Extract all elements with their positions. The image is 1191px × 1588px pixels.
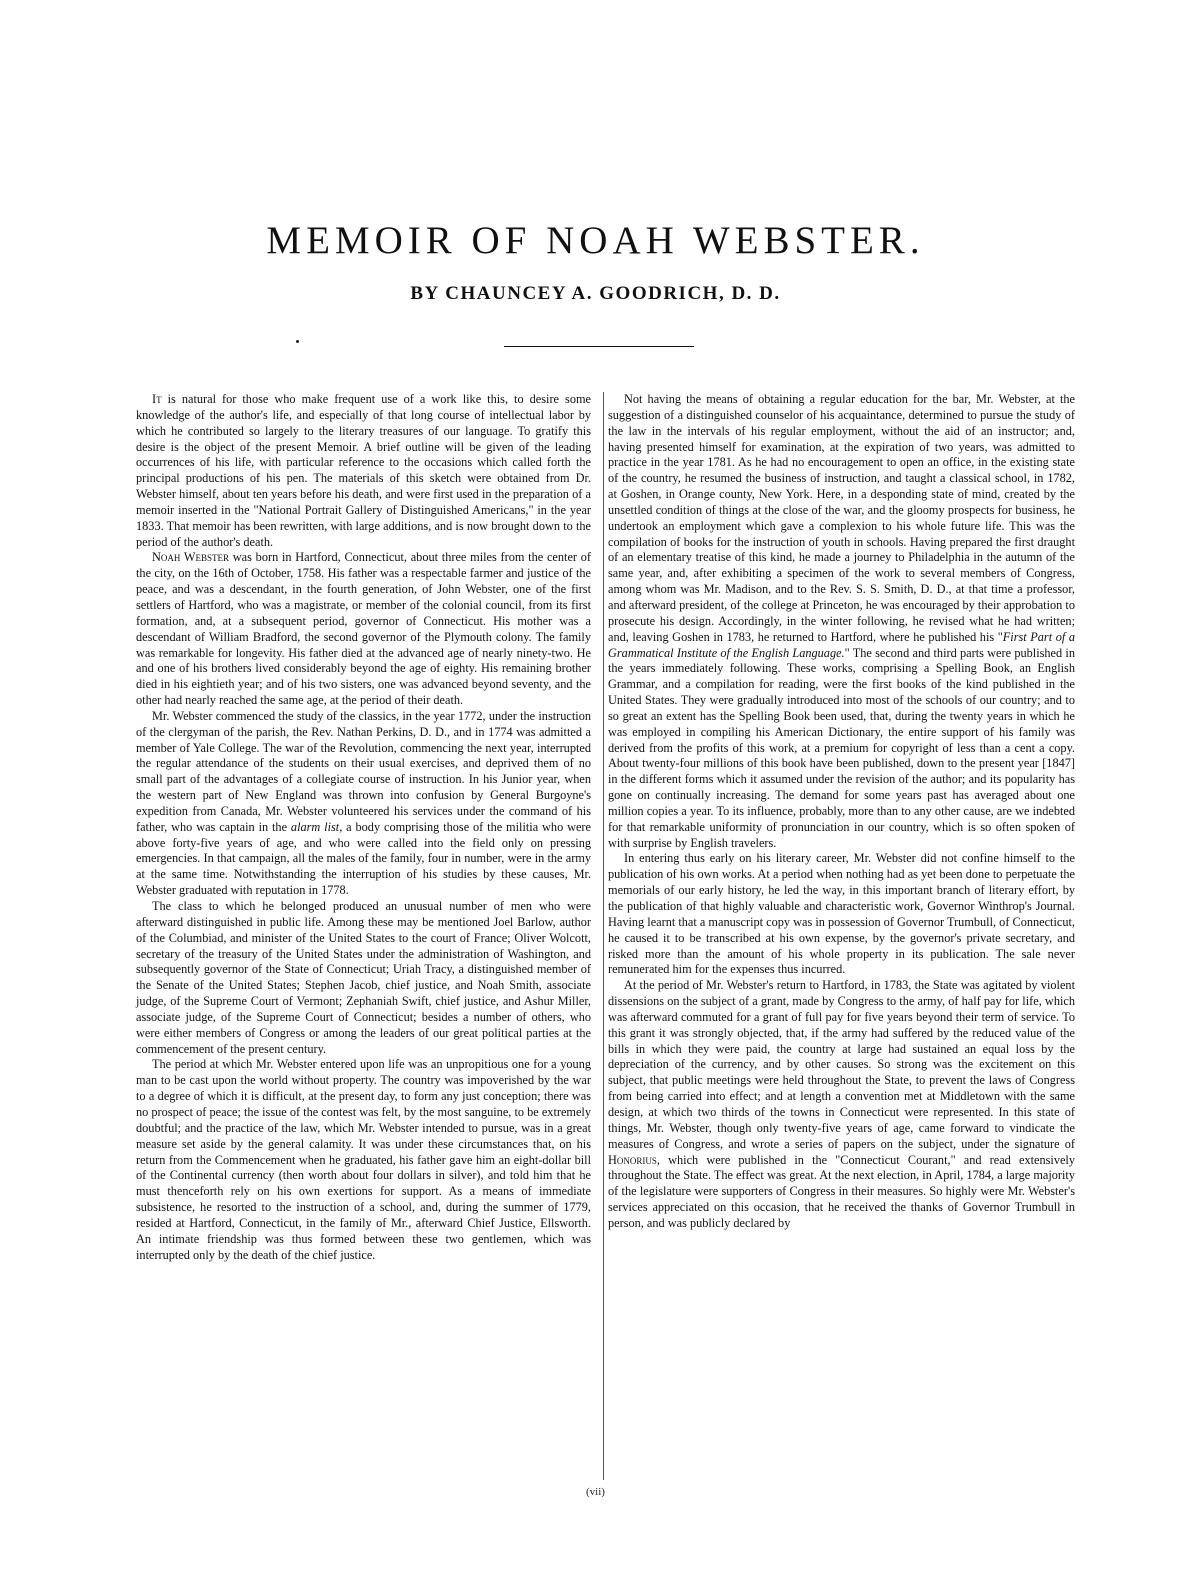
left-text-column	[136, 392, 591, 1263]
paragraph-law-and-books	[608, 392, 1075, 851]
paragraph-text: Mr. Webster commenced the study of the classics, in the year 1772, under the instruction of the clergyman of the parish, the Rev. Nathan Perkins, D. D., and in 1774 was admitted a member of Yale College. The war of the Revolution, commencing the next year, interrupted the regular attendance of the students on their usual exercises, and deprived them of no small part of the advantages of a collegiate course of instruction. In his Junior year, when the western part of New England was thrown into confusion by General Burgoyne's expedition from Canada, Mr. Webster volunteered his services under the command of his father, who was captain in the	[136, 708, 591, 834]
paragraph-text: , which were published in the "Connecticut Courant," and read extensively throughout the State. The effect was great. At the next election, in April, 1784, a large majority of the legislature were supporters of Congress in their measures. So highly were Mr. Webster's services appreciated on this occasion, that he received the thanks of Governor Trumbull in person, and was publicly declared by	[608, 1152, 1075, 1230]
paragraph-early-life: The period at which Mr. Webster entered upon life was an unpropitious one for a young man to be cast upon the world without property. The country was impoverished by the war to a degree of which it is difficult, at the present day, to form any just conception; there was no prospect of peace; the issue of the contest was felt, by the most sanguine, to be extremely doubtful; and the practice of the law, which Mr. Webster intended to pursue, was in a great measure set aside by the general calamity. It was under these circumstances that, on his return from the Commencement when he graduated, his father gave him an eight-dollar bill of the Continental currency (then worth about four dollars in silver), and told him that he must thenceforth rely on his own exertions for support. As a means of immediate subsistence, he resorted to the instruction of a school, and, during the summer of 1779, resided at Hartford, Connecticut, in the family of Mr., afterward Chief Justice, Ellsworth. An intimate friendship was thus formed between these two gentlemen, which was interrupted only by the death of the chief justice.	[136, 1057, 591, 1262]
right-text-column	[603, 392, 1075, 1480]
memoir-title: MEMOIR OF NOAH WEBSTER.	[266, 219, 925, 262]
paragraph-text: At the period of Mr. Webster's return to Hartford, in 1783, the State was agitated by violent dissensions on the subject of a grant, made by Congress to the army, of half pay for life, which was afterward commuted for a grant of full pay for five years beyond their term of service. To this grant it was strongly objected, that, if the army had suffered by the reduced value of the bills in which they were paid, the country at large had sustained an equal loss by the depreciation of the currency, and by other causes. So strong was the excitement on this subject, that public meetings were held throughout the State, to prevent the laws of Congress from being carried into effect; and at length a convention met at Middletown with the same design, at which two thirds of the towns in Connecticut were represented. In this state of things, Mr. Webster, though only twenty-five years of age, came forward to vindicate the measures of Congress, and wrote a series of papers on the subject, under the signature of	[608, 978, 1075, 1151]
title-divider-rule	[504, 346, 694, 347]
paragraph-text: is natural for those who make frequent use of a work like this, to desire some knowledge of the author's life, and especially of that long course of intellectual labor by which he contributed so largely to the literary treasures of our language. To gratify this desire is the object of the present Memoir. A brief outline will be given of the leading occurrences of his life, with particular reference to the occasions which called forth the principal productions of his pen. The materials of this sketch were obtained from Dr. Webster himself, about ten years before his death, and were first used in the preparation of a memoir inserted in the "National Portrait Gallery of Distinguished Americans," in the year 1833. That memoir has been rewritten, with large additions, and is now brought down to the period of the author's death.	[136, 392, 591, 549]
pseudonym: Honorius	[608, 1152, 657, 1167]
drop-word: It	[152, 392, 162, 406]
page-number: (vii)	[586, 1486, 605, 1498]
subject-name: Noah Webster	[152, 550, 230, 565]
paragraph-text: Not having the means of obtaining a regular education for the bar, Mr. Webster, at the suggestion of a distinguished counselor of his acquaintance, determined to pursue the study of the law in the intervals of his regular employment, without the aid of an instructor; and, having presented himself for examination, at the expiration of two years, was admitted to practice in the year 1781. As he had no encouragement to open an office, in the existing state of the country, he resumed the business of instruction, and taught a classical school, in 1782, at Goshen, in Orange county, New York. Here, in a desponding state of mind, created by the unsettled condition of things at the close of the war, and the gloomy prospects for business, he undertook an employment which gave a complexion to his whole future life. This was the compilation of books for the instruction of youth in schools. Having prepared the first draught of an elementary treatise of this kind, he made a journey to Philadelphia in the autumn of the same year, and, after exhibiting a specimen of the work to several members of Congress, among whom was Mr. Madison, and to the Rev. S. S. Smith, D. D., at that time a professor, and afterward president, of the college at Princeton, he was encouraged by their approbation to prosecute his design. Accordingly, in the winter following, he revised what he had written; and, leaving Goshen in 1783, he returned to Hartford, where he published his "	[608, 392, 1075, 644]
paragraph-text: , a body comprising those of the militia who were above forty-five years of age, and who were called into the field only on pressing emergencies. In that campaign, all the males of the family, four in number, were in the army at the same time. Notwithstanding the interruption of his studies by these causes, Mr. Webster graduated with reputation in 1778.	[136, 819, 591, 898]
paragraph-education	[136, 709, 591, 899]
paragraph-classmates: The class to which he belonged produced an unusual number of men who were afterward distinguished in public life. Among these may be mentioned Joel Barlow, author of the Columbiad, and minister of the United States to the court of France; Oliver Wolcott, secretary of the treasury of the United States under the administration of Washington, and subsequently governor of the State of Connecticut; Uriah Tracy, a distinguished member of the Senate of the United States; Stephen Jacob, chief justice, and Noah Smith, associate judge, of the Supreme Court of Vermont; Zephaniah Swift, chief justice, and Ashur Miller, associate judge, of the Supreme Court of Connecticut; besides a number of others, who were either members of Congress or among the leaders of our great political parties at the commencement of the present century.	[136, 899, 591, 1056]
italic-phrase: alarm list	[290, 819, 340, 834]
paragraph-birth	[136, 550, 591, 708]
italic-book-title: First Part of a Grammatical Institute of the English Language.	[608, 629, 1075, 660]
paragraph-text: was born in Hartford, Connecticut, about three miles from the center of the city, on the 16th of October, 1758. His father was a respectable farmer and justice of the peace, and was a descendant, in the fourth generation, of John Webster, one of the first settlers of Hartford, who was a magistrate, or member of the colonial council, from its first formation, and, at a subsequent period, governor of Connecticut. His mother was a descendant of William Bradford, the second governor of the Plymouth colony. The family was remarkable for longevity. His father died at the advanced age of nearly ninety-two. He and one of his brothers lived considerably beyond the age of eighty. His remaining brother died in his eightieth year; and of his two sisters, one was advanced beyond seventy, and the other had nearly reached the same age, at the period of their death.	[136, 550, 592, 708]
author-byline: BY CHAUNCEY A. GOODRICH, D. D.	[410, 283, 781, 304]
stray-dot-mark	[296, 340, 299, 343]
paragraph-text: " The second and third parts were published in the years immediately following. These works, comprising a Spelling Book, an English Grammar, and a compilation for reading, were the first books of the kind published in the United States. They were gradually introduced into most of the schools of our country; and to so great an extent has the Spelling Book been used, that, during the twenty years in which he was employed in compiling his American Dictionary, the entire support of his family was derived from the profits of this work, at a premium for copyright of less than a cent a copy. About twenty-four millions of this book have been published, down to the present year [1847] in the different forms which it assumed under the revision of the author; and its popularity has gone on continually increasing. The demand for some years past has averaged about one million copies a year. To its influence, probably, more than to any other cause, are we indebted for that remarkable uniformity of pronunciation in our country, which is so often spoken of with surprise by English travelers.	[608, 645, 1075, 850]
paragraph-literary-career: In entering thus early on his literary career, Mr. Webster did not confine himself to the publication of his own works. At a period when nothing had as yet been done to perpetuate the memorials of our early history, he led the way, in this important branch of literary effort, by the publication of that highly valuable and characteristic work, Governor Winthrop's Journal. Having learnt that a manuscript copy was in possession of Governor Trumbull, of Connecticut, he caused it to be transcribed at his own expense, by the governor's private secretary, and risked more than the amount of his whole property in its publication. The sale never remunerated him for the expenses thus incurred.	[608, 851, 1075, 977]
paragraph-introduction	[136, 392, 591, 550]
paragraph-politics	[608, 978, 1075, 1232]
